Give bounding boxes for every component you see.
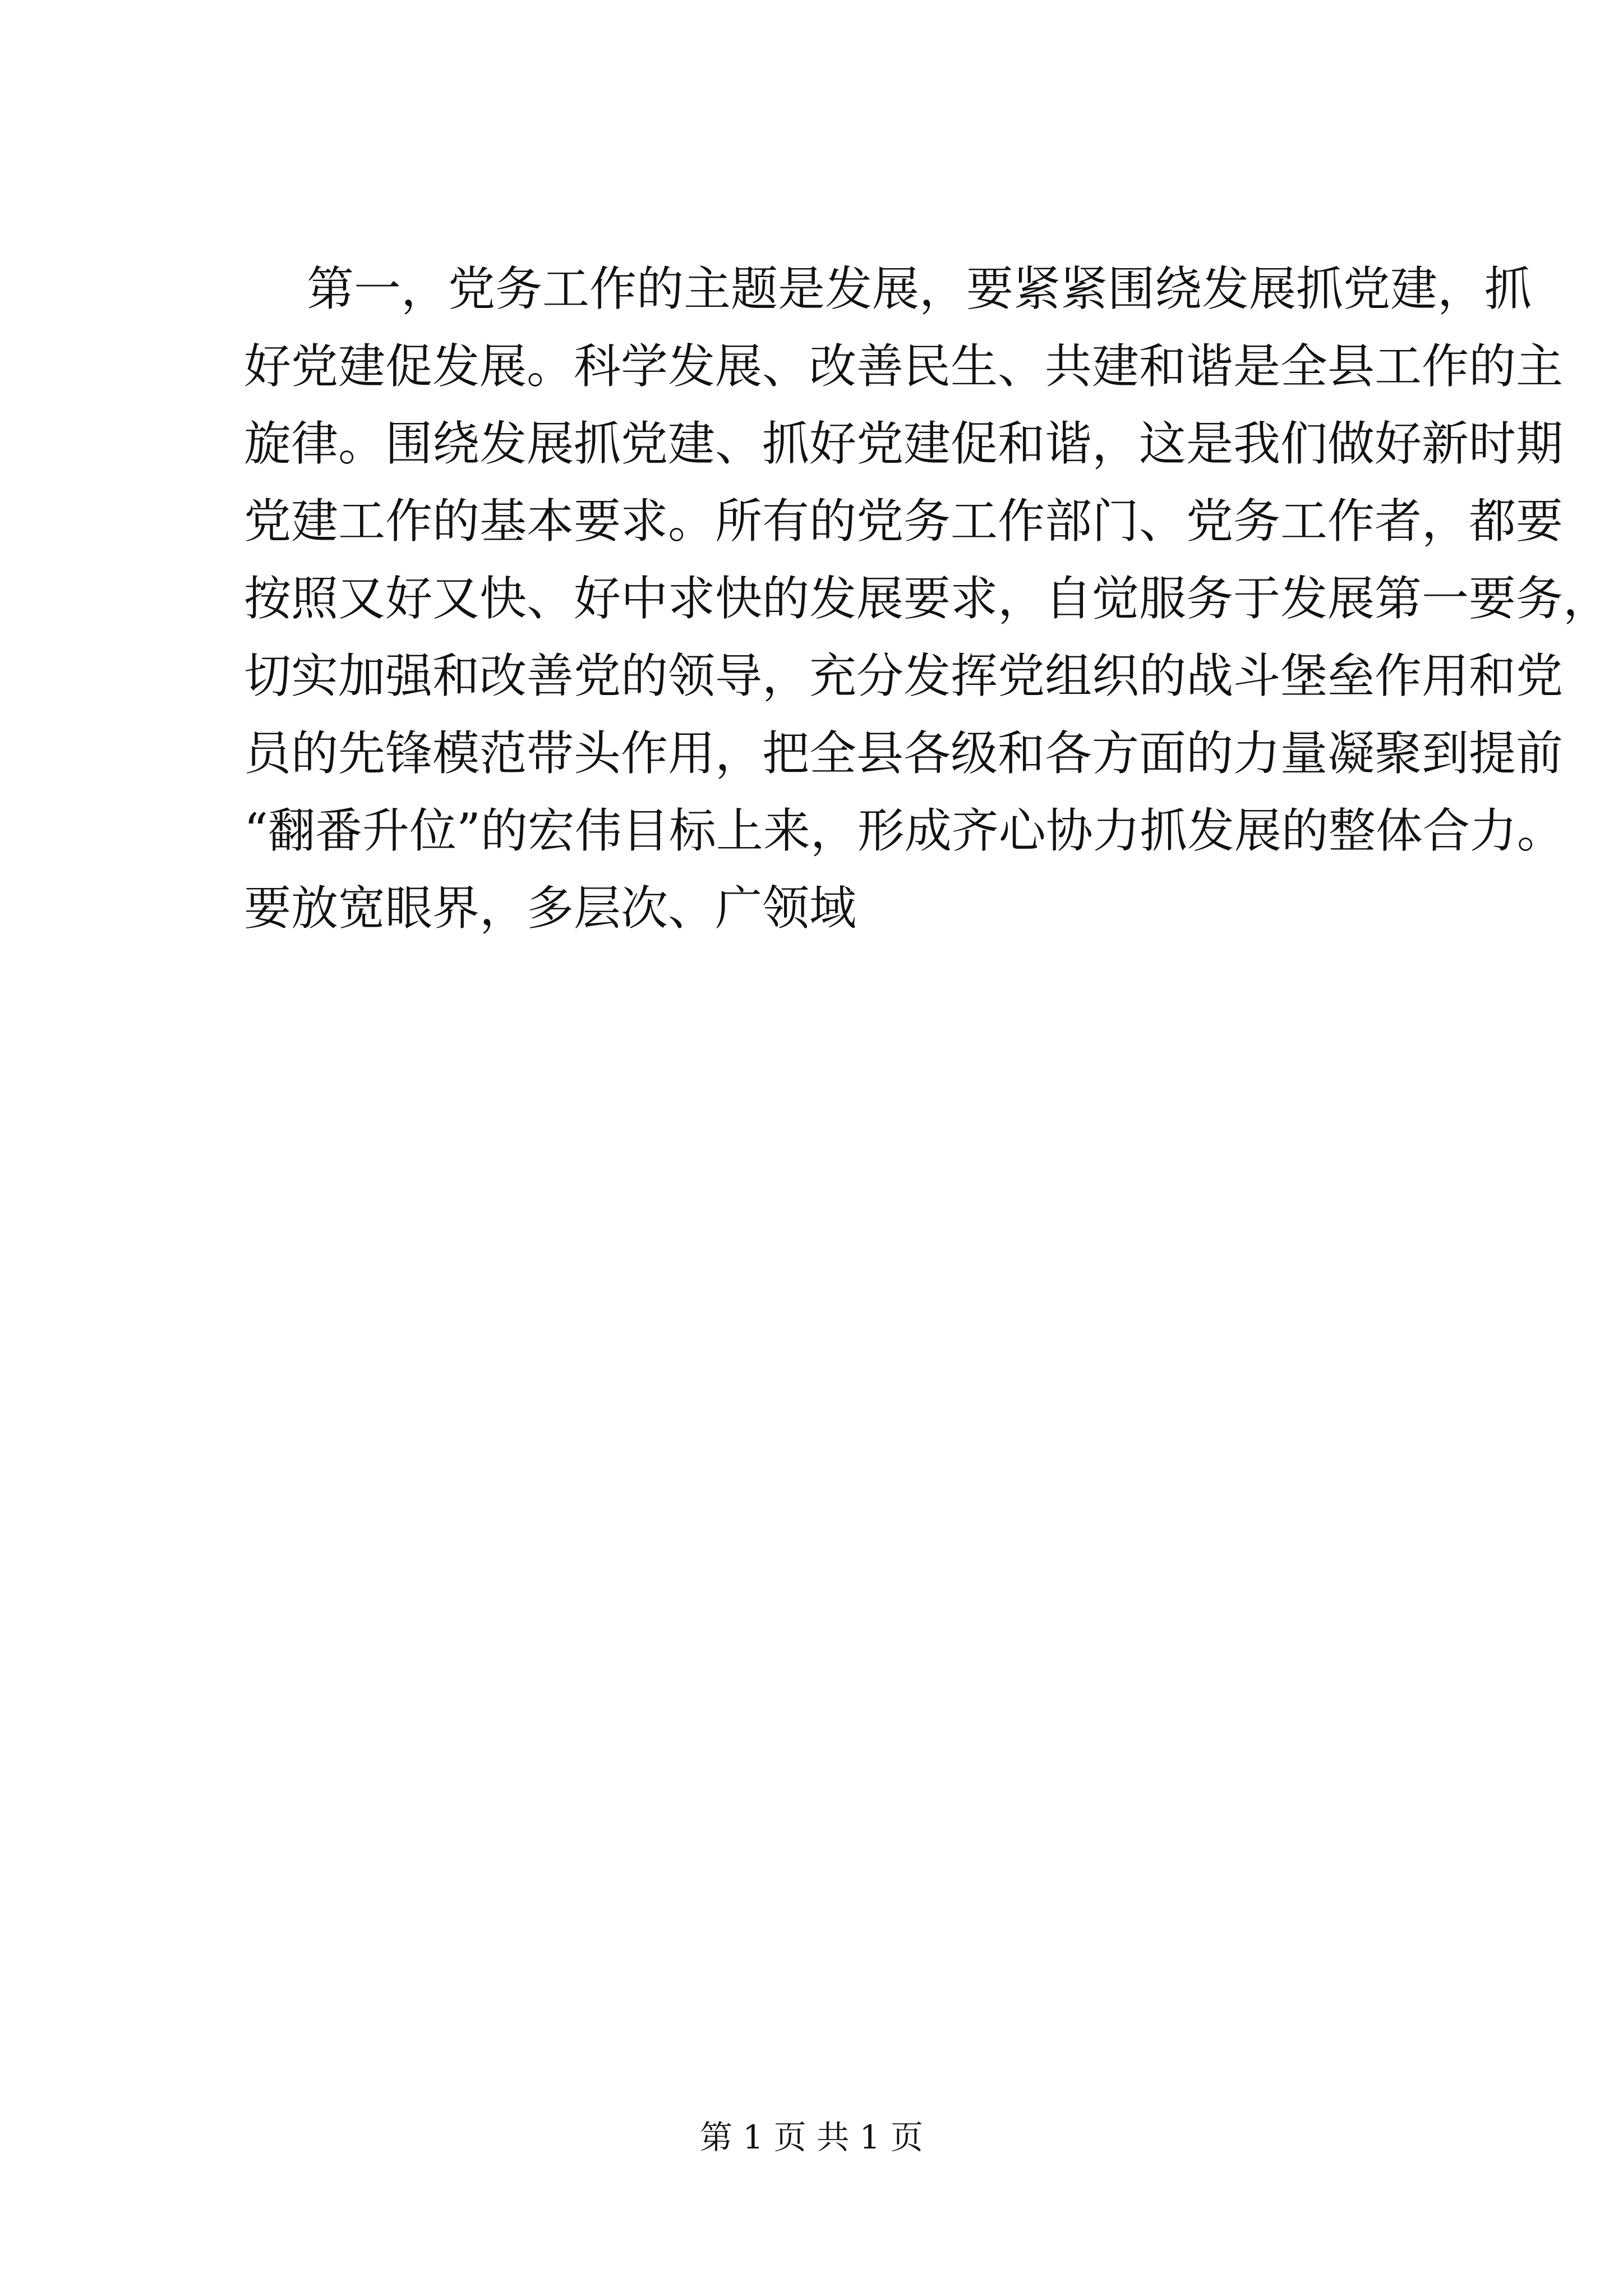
paragraph-line: 党建工作的基本要求。所有的党务工作部门、党务工作者，都要 (244, 494, 1564, 549)
paragraph-line: 第一，党务工作的主题是发展，要紧紧围绕发展抓党建，抓 (307, 261, 1532, 316)
paragraph-line: 要放宽眼界，多层次、广领域 (244, 881, 857, 936)
paragraph-line: “翻番升位”的宏伟目标上来，形成齐心协力抓发展的整体合力。 (244, 803, 1564, 858)
body-paragraph (244, 250, 1611, 947)
page-number-footer: 第 1 页 共 1 页 (700, 2118, 923, 2156)
paragraph-line: 好党建促发展。科学发展、改善民生、共建和谐是全县工作的主 (244, 339, 1564, 394)
paragraph-line: 旋律。围绕发展抓党建、抓好党建促和谐，这是我们做好新时期 (244, 416, 1564, 471)
paragraph-line: 员的先锋模范带头作用，把全县各级和各方面的力量凝聚到提前 (244, 726, 1564, 781)
paragraph-line: 按照又好又快、好中求快的发展要求，自觉服务于发展第一要务， (244, 571, 1611, 626)
paragraph-line: 切实加强和改善党的领导，充分发挥党组织的战斗堡垒作用和党 (244, 648, 1564, 703)
